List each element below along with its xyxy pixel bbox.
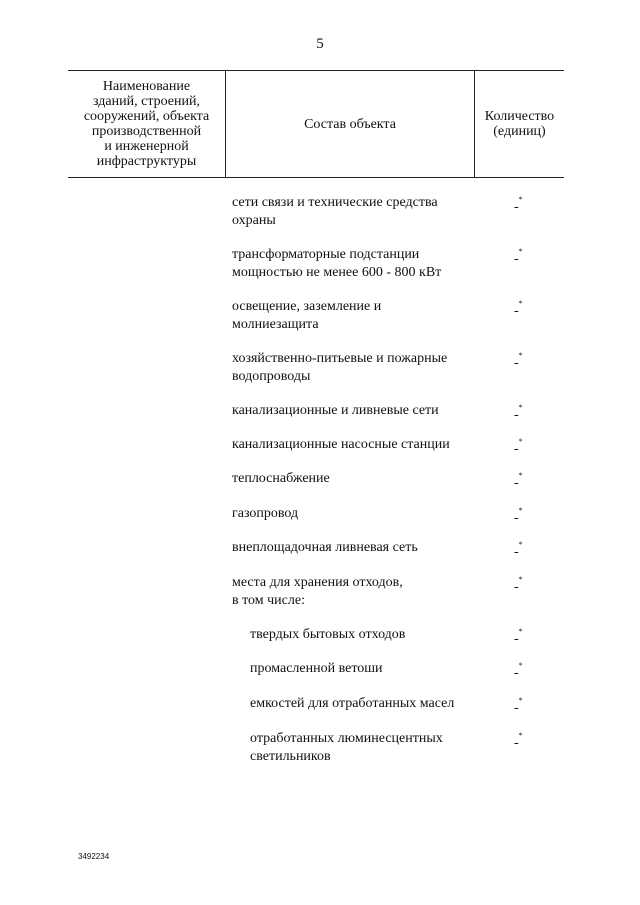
footnote-mark: * <box>518 471 523 480</box>
row-object-name: газопровод <box>232 506 299 521</box>
row-quantity: -* <box>514 403 523 423</box>
table-header <box>68 70 564 178</box>
row-quantity: -* <box>514 731 523 751</box>
footnote-mark: * <box>518 351 523 360</box>
header-cell-quantity: Количество (единиц) <box>474 71 564 177</box>
row-object-name: отработанных люминесцентных светильников <box>250 731 443 764</box>
footnote-mark: * <box>518 540 523 549</box>
footnote-mark: * <box>518 437 523 446</box>
footnote-mark: * <box>518 731 523 740</box>
footnote-mark: * <box>518 696 523 705</box>
footnote-mark: * <box>518 247 523 256</box>
footnote-mark: * <box>518 403 523 412</box>
header-cell-building-name: Наименование зданий, строений, сооружений, объекта производственной и инженерной инфраструктуры <box>83 79 210 169</box>
footnote-mark: * <box>518 299 523 308</box>
row-quantity: -* <box>514 299 523 319</box>
row-quantity: -* <box>514 437 523 457</box>
row-object-name: хозяйственно-питьевые и пожарные водопроводы <box>232 351 448 384</box>
row-object-name: освещение, заземление и молниезащита <box>232 299 382 332</box>
row-object-name: сети связи и технические средства охраны <box>232 195 438 228</box>
objects-table <box>68 70 564 178</box>
row-object-name: промасленной ветоши <box>250 661 383 676</box>
row-quantity: -* <box>514 506 523 526</box>
row-quantity: -* <box>514 351 523 371</box>
row-object-name: внеплощадочная ливневая сеть <box>232 540 418 555</box>
row-quantity: -* <box>514 195 523 215</box>
footnote-mark: * <box>518 506 523 515</box>
footnote-mark: * <box>518 195 523 204</box>
page-number: 5 <box>316 36 324 52</box>
row-object-name: емкостей для отработанных масел <box>250 696 455 711</box>
row-object-name: места для хранения отходов, в том числе: <box>232 575 403 608</box>
row-quantity: -* <box>514 696 523 716</box>
row-quantity: -* <box>514 627 523 647</box>
document-code: 3492234 <box>78 852 110 861</box>
row-object-name: канализационные насосные станции <box>232 437 450 452</box>
row-object-name: твердых бытовых отходов <box>250 627 406 642</box>
row-quantity: -* <box>514 540 523 560</box>
row-quantity: -* <box>514 575 523 595</box>
row-object-name: канализационные и ливневые сети <box>232 403 439 418</box>
row-quantity: -* <box>514 661 523 681</box>
row-quantity: -* <box>514 471 523 491</box>
row-object-name: теплоснабжение <box>232 471 330 486</box>
row-quantity: -* <box>514 247 523 267</box>
header-cell-composition: Состав объекта <box>225 71 474 177</box>
footnote-mark: * <box>518 661 523 670</box>
footnote-mark: * <box>518 627 523 636</box>
footnote-mark: * <box>518 575 523 584</box>
row-object-name: трансформаторные подстанции мощностью не менее 600 - 800 кВт <box>232 247 442 280</box>
